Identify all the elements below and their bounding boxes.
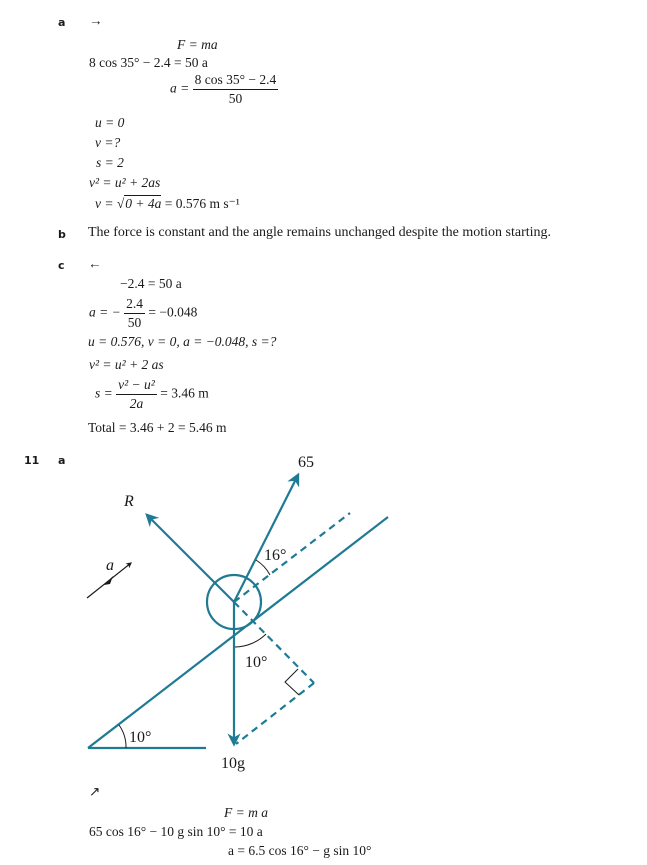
angle-arc-incline bbox=[119, 725, 126, 748]
equation-acceleration-11: a = 6.5 cos 16° − g sin 10° bbox=[228, 843, 372, 858]
reaction-force-arrow bbox=[147, 515, 234, 602]
acceleration-arrow-head-mid bbox=[104, 576, 113, 585]
part-b-label: b bbox=[58, 228, 66, 241]
equation-newton: F = ma bbox=[177, 37, 218, 52]
suvat-u: u = 0 bbox=[95, 115, 125, 130]
part-a-label: a bbox=[58, 16, 66, 29]
suvat-s: s = 2 bbox=[96, 155, 124, 170]
equation-force-c: −2.4 = 50 a bbox=[120, 276, 182, 291]
incline-line bbox=[88, 517, 388, 748]
angle-16-label: 16° bbox=[264, 547, 287, 564]
eq-lhs: s = bbox=[95, 385, 113, 401]
eq-lhs: a = bbox=[170, 80, 190, 96]
equation-newton-11: F = m a bbox=[224, 805, 268, 820]
denominator: 50 bbox=[228, 91, 243, 106]
part-b-text: The force is constant and the angle remains unchanged despite the motion starting. bbox=[88, 225, 552, 240]
angle-weight-label: 10° bbox=[245, 654, 268, 671]
question-11-number: 11 bbox=[24, 454, 40, 467]
suvat-v: v =? bbox=[95, 135, 121, 150]
acceleration-label: a bbox=[106, 557, 114, 574]
applied-force-label: 65 bbox=[298, 454, 314, 471]
equation-total: Total = 3.46 + 2 = 5.46 m bbox=[88, 420, 227, 435]
angle-incline-label: 10° bbox=[129, 729, 152, 746]
numerator: 8 cos 35° − 2.4 bbox=[193, 72, 279, 90]
equation-suvat: v² = u² + 2as bbox=[89, 175, 161, 190]
applied-force-arrow bbox=[234, 475, 298, 602]
reaction-force-label: R bbox=[124, 493, 134, 510]
dashed-parallel-line bbox=[234, 513, 350, 602]
direction-arrow-left: ← bbox=[88, 256, 102, 271]
direction-arrow-right: → bbox=[89, 13, 103, 28]
eq-rhs: = 0.576 m s⁻¹ bbox=[164, 196, 240, 211]
numerator: v² − u² bbox=[116, 377, 157, 395]
suvat-values: u = 0.576, v = 0, a = −0.048, s =? bbox=[88, 334, 277, 349]
part-c-label: c bbox=[58, 259, 65, 272]
eq-lhs: v = bbox=[95, 196, 114, 211]
right-angle-mark bbox=[285, 669, 299, 695]
weight-label: 10g bbox=[221, 755, 245, 772]
sqrt-sign: √ bbox=[116, 196, 125, 211]
sqrt-content: 0 + 4a bbox=[125, 196, 162, 211]
angle-arc-weight bbox=[235, 634, 266, 647]
dashed-component-line bbox=[236, 683, 314, 744]
denominator: 2a bbox=[129, 396, 144, 411]
eq-lhs: a = − bbox=[89, 304, 121, 320]
equation-force-balance-11: 65 cos 16° − 10 g sin 10° = 10 a bbox=[89, 824, 263, 839]
eq-rhs: = 3.46 m bbox=[160, 385, 209, 401]
question-11a-label: a bbox=[58, 454, 66, 467]
denominator: 50 bbox=[127, 315, 142, 330]
eq-rhs: = −0.048 bbox=[148, 304, 198, 320]
equation-suvat-c: v² = u² + 2 as bbox=[89, 357, 164, 372]
equation-force-balance: 8 cos 35° − 2.4 = 50 a bbox=[89, 55, 208, 70]
direction-arrow-up-right: ↗ bbox=[89, 784, 101, 799]
numerator: 2.4 bbox=[124, 296, 145, 314]
